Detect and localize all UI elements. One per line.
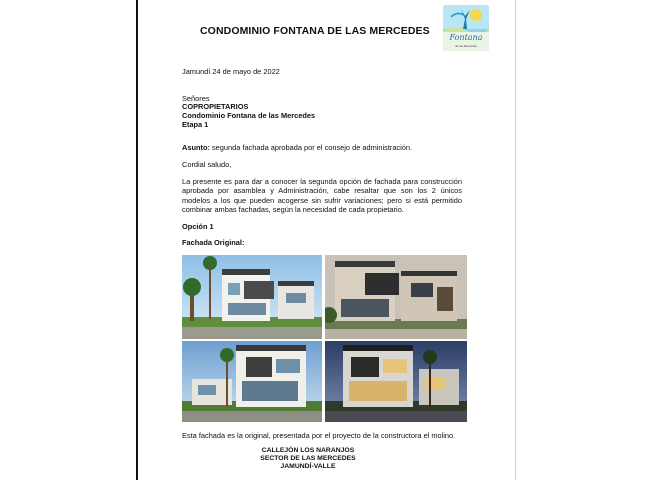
footer-address-line-1: CALLEJÓN LOS NARANJOS: [261, 447, 355, 454]
recipient-line-3: Etapa 1: [182, 120, 209, 129]
subject-text: segunda fachada aprobada por el consejo de administración.: [209, 143, 413, 152]
photo-caption: Esta fachada es la original, presentada por el proyecto de la constructora el molino.: [182, 431, 456, 440]
recipient-line-1: COPROPIETARIOS: [182, 102, 249, 111]
facade-photo-1: [182, 255, 322, 339]
facade-photo-4: [325, 341, 467, 422]
subject-label: Asunto:: [182, 143, 210, 152]
condominium-logo: [443, 5, 489, 51]
footer-address-line-3: JAMUNDÍ-VALLE: [280, 463, 336, 470]
facade-photo-3: [182, 341, 322, 422]
facade-photo-2: [325, 255, 467, 339]
document-title: CONDOMINIO FONTANA DE LAS MERCEDES: [200, 25, 430, 37]
logo-text: Fontana: [449, 33, 483, 42]
letter-date: Jamundí 24 de mayo de 2022: [182, 67, 280, 76]
logo-subtext: de las Mercedes: [454, 44, 477, 48]
salutation-to: Señores: [182, 94, 210, 103]
subject-line: [182, 143, 412, 152]
body-paragraph: La presente es para dar a conocer la segunda opción de fachada para construcción aprobada por asamblea y Administración, cabe resaltar que son los 2 únicos modelos a los que pueden acogerse sin sufrir variaciones; pero si está permitido combinar ambas fachadas, según la necesidad de cada propietario.: [182, 177, 462, 215]
greeting: Cordial saludo,: [182, 160, 232, 169]
facade-heading: Fachada Original:: [182, 238, 245, 247]
footer-address-line-2: SECTOR DE LAS MERCEDES: [260, 455, 356, 462]
option-heading: Opción 1: [182, 222, 214, 231]
recipient-line-2: Condominio Fontana de las Mercedes: [182, 111, 316, 120]
